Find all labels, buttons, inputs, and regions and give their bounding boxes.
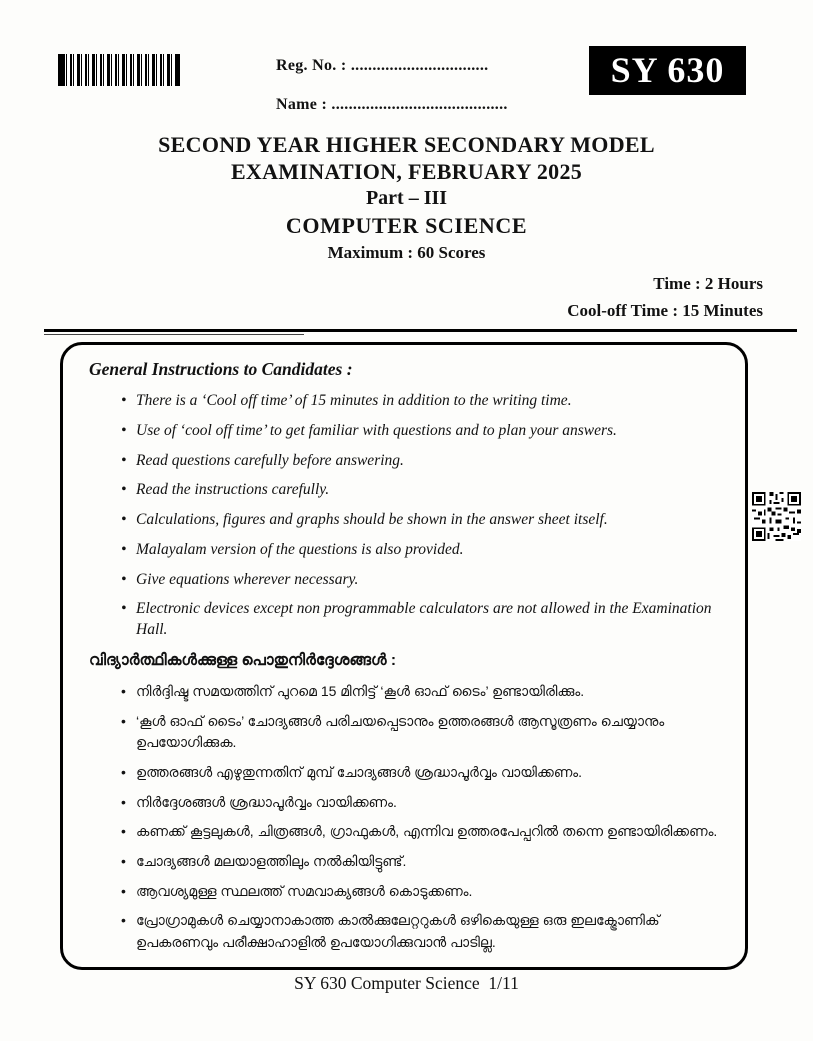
bullet-icon: • bbox=[121, 511, 127, 529]
instruction-item: • Malayalam version of the questions is also provided. bbox=[121, 540, 721, 561]
bullet-icon: • bbox=[121, 600, 127, 618]
instruction-item: • ചോദ്യങ്ങൾ മലയാളത്തിലും നൽകിയിട്ടുണ്ട്. bbox=[121, 851, 721, 873]
instruction-item: • ഉത്തരങ്ങൾ എഴുതുന്നതിന് മുമ്പ് ചോദ്യങ്ങൾ ശ്രദ്ധാപൂർവ്വം വായിക്കണം. bbox=[121, 762, 721, 784]
bullet-icon: • bbox=[121, 793, 126, 810]
bullet-icon: • bbox=[121, 882, 126, 899]
cool-off-label: Cool-off Time : 15 Minutes bbox=[567, 301, 763, 320]
bullet-icon: • bbox=[121, 712, 126, 729]
instruction-item: • Electronic devices except non programmable calculators are not allowed in the Examination Hall. bbox=[121, 600, 712, 639]
instruction-item: • Use of ‘cool off time’ to get familiar with questions and to plan your answers. bbox=[121, 421, 721, 442]
bullet-icon: • bbox=[121, 481, 127, 499]
title-block bbox=[0, 131, 813, 265]
max-score: Maximum : 60 Scores bbox=[327, 243, 486, 262]
instructions-list-en bbox=[89, 391, 721, 641]
instruction-item: • ആവശ്യമുള്ള സ്ഥലത്ത് സമവാക്യങ്ങൾ കൊടുക്കണം. bbox=[121, 881, 721, 903]
instructions-box bbox=[60, 342, 748, 970]
page-footer: SY 630 Computer Science 1/11 bbox=[294, 973, 519, 993]
instruction-item: • നിർദ്ദിഷ്ട സമയത്തിന് പുറമെ 15 മിനിട്ട് ‘കൂൾ ഓഫ് ടൈം’ ഉണ്ടായിരിക്കും. bbox=[121, 681, 721, 703]
instruction-item: • Read the instructions carefully. bbox=[121, 480, 721, 501]
time-info bbox=[567, 270, 763, 324]
paper-code-badge: SY 630 bbox=[589, 46, 746, 95]
instruction-item: • Calculations, figures and graphs should be shown in the answer sheet itself. bbox=[121, 510, 721, 531]
bullet-icon: • bbox=[121, 823, 126, 840]
instruction-item: • ‘കൂൾ ഓഫ് ടൈം’ ചോദ്യങ്ങൾ പരിചയപ്പെടാനും ഉത്തരങ്ങൾ ആസൂത്രണം ചെയ്യാനും ഉപയോഗിക്കുക. bbox=[121, 712, 665, 751]
name-label: Name : ......................................... bbox=[276, 96, 508, 113]
bullet-icon: • bbox=[121, 421, 127, 439]
instruction-item: • There is a ‘Cool off time’ of 15 minutes in addition to the writing time. bbox=[121, 391, 721, 412]
qr-code-icon bbox=[752, 490, 801, 543]
bullet-icon: • bbox=[121, 912, 126, 929]
exam-part: Part – III bbox=[365, 187, 448, 209]
bullet-icon: • bbox=[121, 853, 126, 870]
instructions-list-ml bbox=[89, 681, 721, 954]
bullet-icon: • bbox=[121, 540, 127, 558]
reg-no-label: Reg. No. : ................................ bbox=[276, 57, 489, 74]
instruction-item: • Read questions carefully before answering. bbox=[121, 451, 721, 472]
subject-title: COMPUTER SCIENCE bbox=[285, 213, 528, 238]
instruction-item: • കണക്ക് കൂട്ടലുകൾ, ചിത്രങ്ങൾ, ഗ്രാഫുകൾ, എന്നിവ ഉത്തരപേപ്പറിൽ തന്നെ ഉണ്ടായിരിക്കണം. bbox=[121, 821, 721, 843]
instruction-item: • പ്രോഗ്രാമുകൾ ചെയ്യാനാകാത്ത കാൽക്കുലേറ്ററുകൾ ഒഴികെയുള്ള ഒരു ഇലക്ട്രോണിക് ഉപകരണവും പരീക്ഷാഹാളിൽ ഉപയോഗിക്കുവാൻ പാടില്ല. bbox=[121, 912, 660, 951]
instructions-heading-ml: വിദ്യാർത്ഥികൾക്കുള്ള പൊതുനിർദ്ദേശങ്ങൾ : bbox=[89, 651, 397, 669]
bullet-icon: • bbox=[121, 570, 127, 588]
time-label: Time : 2 Hours bbox=[653, 274, 763, 293]
exam-title-line1: SECOND YEAR HIGHER SECONDARY MODEL bbox=[158, 132, 655, 157]
instructions-heading-en: General Instructions to Candidates : bbox=[89, 359, 353, 379]
bullet-icon: • bbox=[121, 763, 126, 780]
divider-line bbox=[44, 329, 797, 332]
exam-title-line2: EXAMINATION, FEBRUARY 2025 bbox=[230, 159, 583, 184]
instruction-item: • നിർദ്ദേശങ്ങൾ ശ്രദ്ധാപൂർവ്വം വായിക്കണം. bbox=[121, 792, 721, 814]
bullet-icon: • bbox=[121, 682, 126, 699]
barcode-icon bbox=[58, 54, 180, 86]
bullet-icon: • bbox=[121, 392, 127, 409]
bullet-icon: • bbox=[121, 451, 127, 469]
instruction-item: • Give equations wherever necessary. bbox=[121, 570, 721, 591]
divider-line-shadow bbox=[44, 334, 304, 335]
